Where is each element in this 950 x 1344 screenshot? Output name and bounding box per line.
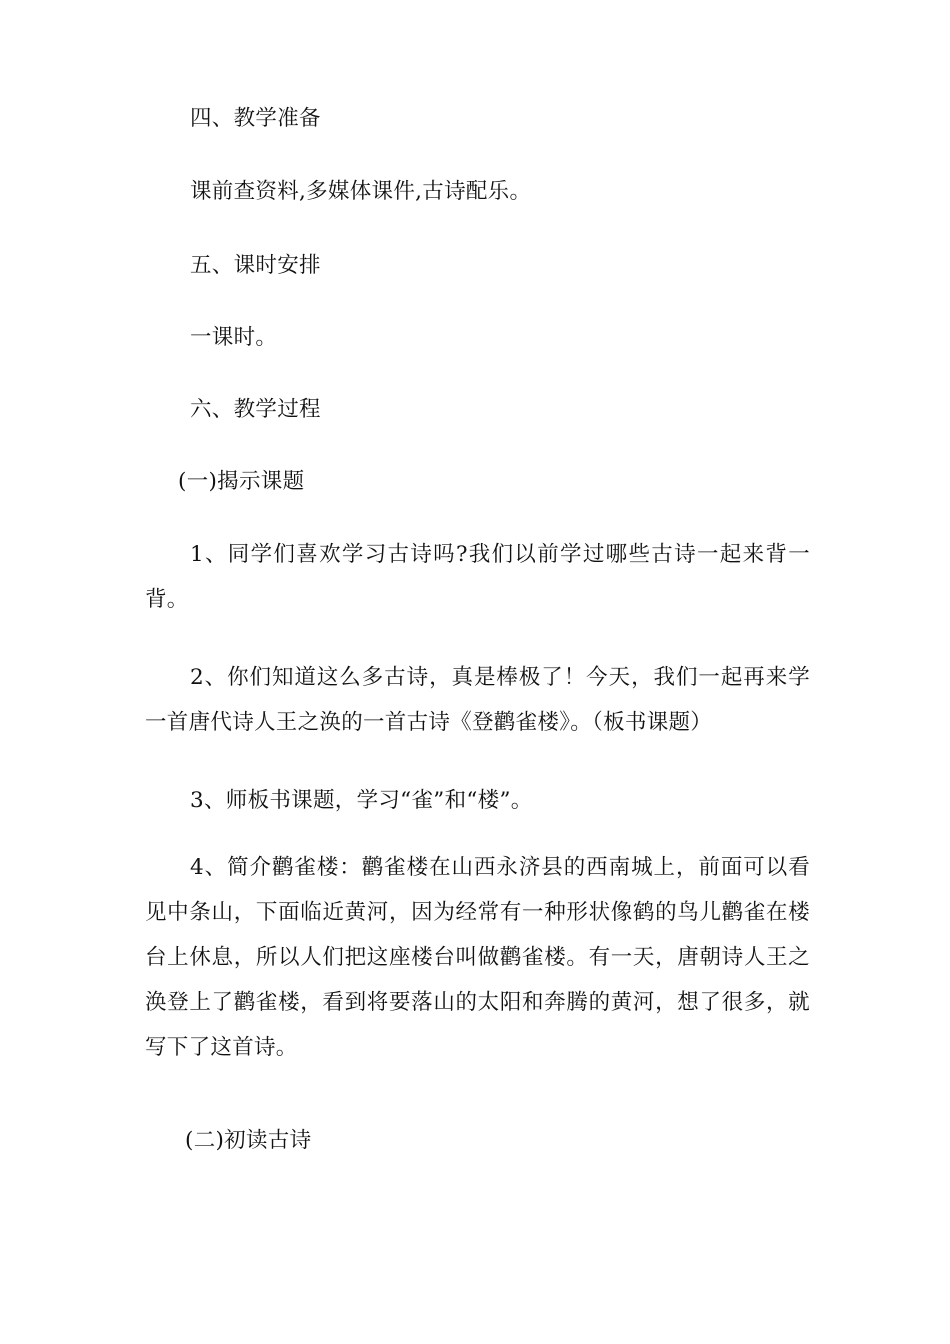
- section-4-text: 课前查资料,多媒体课件,古诗配乐。: [190, 179, 532, 204]
- item-3-paragraph: 3、师板书课题，学习“雀”和“楼”。: [190, 788, 533, 813]
- item-2-paragraph: 2、你们知道这么多古诗，真是棒极了！今天，我们一起再来学一首唐代诗人王之涣的一首古诗《登鹳雀楼》。（板书课题）: [145, 665, 810, 735]
- section-6-heading: 六、教学过程: [190, 397, 321, 422]
- item-4-paragraph: 4、简介鹳雀楼：鹳雀楼在山西永济县的西南城上，前面可以看见中条山，下面临近黄河，因为经常有一种形状像鹤的鸟儿鹳雀在楼台上休息，所以人们把这座楼台叫做鹳雀楼。有一天，唐朝诗人王之涣登上了鹳雀楼，看到将要落山的太阳和奔腾的黄河，想了很多，就写下了这首诗。: [145, 855, 810, 1060]
- section-5-heading: 五、课时安排: [190, 253, 321, 278]
- section-5-text: 一课时。: [190, 325, 278, 350]
- part-1-heading: (一)揭示课题: [178, 469, 305, 494]
- item-1-paragraph: 1、同学们喜欢学习古诗吗?我们以前学过哪些古诗一起来背一背。: [145, 542, 810, 612]
- section-4-heading: 四、教学准备: [190, 106, 321, 131]
- part-2-heading: (二)初读古诗: [185, 1128, 312, 1153]
